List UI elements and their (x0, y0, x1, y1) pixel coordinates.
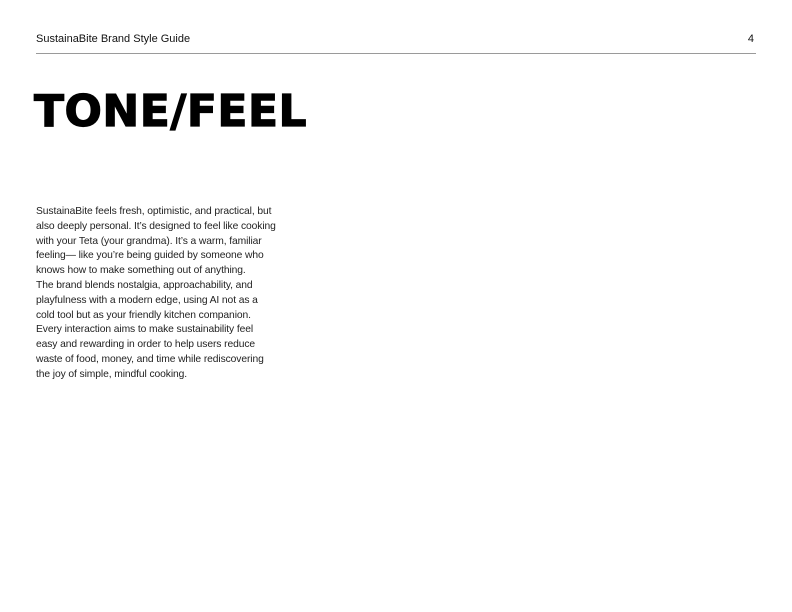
body-line: also deeply personal. It’s designed to feel like cooking (36, 220, 276, 232)
section-heading: TONE/FEEL (34, 86, 308, 137)
header-divider (36, 53, 756, 54)
body-line: waste of food, money, and time while rediscovering (36, 353, 264, 365)
body-line: feeling— like you’re being guided by someone who (36, 250, 264, 262)
body-line: the joy of simple, mindful cooking. (36, 368, 188, 380)
body-line: easy and rewarding in order to help users reduce (36, 339, 256, 351)
body-line: SustainaBite feels fresh, optimistic, and practical, but (36, 206, 272, 217)
body-line: knows how to make something out of anything. (36, 265, 246, 277)
body-line: with your Teta (your grandma). It’s a warm, familiar (36, 235, 262, 247)
document-title: SustainaBite Brand Style Guide (36, 33, 191, 45)
page-header (36, 30, 756, 54)
body-line: The brand blends nostalgia, approachability, and (36, 279, 253, 291)
body-line: cold tool but as your friendly kitchen companion. (36, 309, 251, 321)
section-body (36, 205, 286, 383)
page-number: 4 (747, 33, 754, 45)
body-line: Every interaction aims to make sustainability feel (36, 324, 254, 336)
body-line: playfulness with a modern edge, using AI not as a (36, 294, 258, 306)
